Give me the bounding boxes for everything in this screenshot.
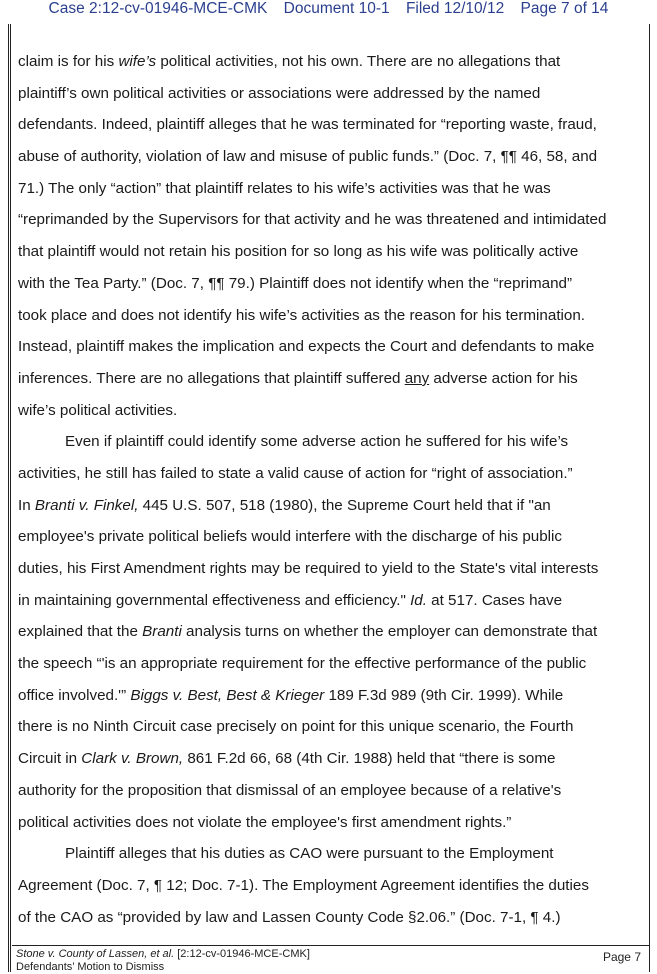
line-text: the speech “'is an appropriate requirement for the effective performance of the public <box>18 655 587 673</box>
line-text: activities, he still has failed to state a valid cause of action for “right of association.” <box>18 464 573 482</box>
line-text: defendants. Indeed, plaintiff alleges that he was terminated for “reporting waste, fraud, <box>18 116 597 134</box>
footer-case-name: Stone v. County of Lassen, et al. <box>16 948 175 960</box>
filing-header <box>0 0 657 24</box>
line-text: plaintiff’s own political activities or associations were addressed by the named <box>18 84 541 102</box>
text-line <box>18 331 648 363</box>
line-text: of the CAO as “provided by law and Lassen County Code §2.06.” (Doc. 7-1, ¶ 4.) <box>18 908 561 926</box>
case-citation: Branti v. Finkel, <box>34 496 139 514</box>
line-text: there is no Ninth Circuit case precisely on point for this unique scenario, the Fourth <box>18 718 574 736</box>
text-line <box>18 585 648 617</box>
line-text: abuse of authority, violation of law and misuse of public funds.” (Doc. 7, ¶¶ 46, 58, and <box>18 148 598 166</box>
line-text: political activities, not his own. There are no allegations that <box>156 53 561 70</box>
line-text: Even if plaintiff could identify some adverse action he suffered for his wife’s <box>65 433 569 451</box>
line-text: inferences. There are no allegations that plaintiff suffered <box>18 369 405 387</box>
document-body <box>18 46 648 933</box>
line-text: took place and does not identify his wife’s activities as the reason for his termination. <box>18 306 586 324</box>
line-text: Plaintiff alleges that his duties as CAO were pursuant to the Employment <box>65 845 554 863</box>
line-text: 445 U.S. 507, 518 (1980), the Supreme Court held that if "an <box>138 496 551 514</box>
text-line <box>18 553 648 585</box>
footer-rule <box>12 945 649 946</box>
footer-page-number: Page 7 <box>602 950 641 964</box>
line-text: in maintaining governmental effectiveness and efficiency." <box>18 591 411 609</box>
line-text: Circuit in <box>18 750 82 768</box>
line-text: In <box>18 496 35 514</box>
text-line <box>18 173 648 205</box>
text-line <box>18 363 648 395</box>
line-text: employee's private political beliefs would interfere with the discharge of his public <box>18 528 563 546</box>
line-text: authority for the proposition that dismissal of an employee because of a relative's <box>18 781 562 799</box>
case-number: Case 2:12-cv-01946-MCE-CMK <box>48 0 268 17</box>
footer-caption <box>16 948 310 974</box>
text-line <box>18 711 648 743</box>
line-text: analysis turns on whether the employer can demonstrate that <box>181 623 598 641</box>
document-number: Document 10-1 <box>283 0 390 17</box>
line-text: political activities does not violate the employee's first amendment rights.” <box>18 813 512 831</box>
line-text: 189 F.3d 989 (9th Cir. 1999). While <box>324 686 564 704</box>
text-line <box>18 78 648 110</box>
text-line <box>18 648 648 680</box>
line-text: that plaintiff would not retain his position for so long as his wife was politically active <box>18 243 579 261</box>
text-line <box>18 300 648 332</box>
line-text: at 517. Cases have <box>426 591 563 609</box>
case-citation: wife’s <box>118 53 157 70</box>
line-text: adverse action for his <box>429 369 578 387</box>
text-line <box>18 775 648 807</box>
line-text: claim is for his <box>18 53 119 70</box>
case-citation: Branti <box>142 623 182 641</box>
text-line <box>18 236 648 268</box>
text-line <box>18 838 648 870</box>
line-text: office involved.'” <box>18 686 131 704</box>
text-line <box>18 902 648 934</box>
line-text: explained that the <box>18 623 143 641</box>
line-text: 861 F.2d 66, 68 (4th Cir. 1988) held that “there is some <box>183 750 556 768</box>
text-line <box>18 870 648 902</box>
line-text: with the Tea Party.” (Doc. 7, ¶¶ 79.) Plaintiff does not identify when the “reprimand” <box>18 274 573 292</box>
text-line <box>18 743 648 775</box>
footer-case-number: [2:12-cv-01946-MCE-CMK] <box>174 948 310 960</box>
text-line <box>18 395 648 427</box>
line-text: Agreement (Doc. 7, ¶ 12; Doc. 7-1). The Employment Agreement identifies the duties <box>18 876 589 894</box>
left-margin-rule <box>8 24 11 972</box>
text-line <box>18 521 648 553</box>
text-line <box>18 268 648 300</box>
text-line <box>18 490 648 522</box>
text-line <box>18 426 648 458</box>
text-line <box>18 680 648 712</box>
text-line <box>18 46 648 78</box>
line-text: duties, his First Amendment rights may be required to yield to the State's vital interests <box>18 560 599 577</box>
text-line <box>18 616 648 648</box>
right-margin-rule <box>649 24 650 972</box>
case-citation: Id. <box>410 591 427 609</box>
line-text: Instead, plaintiff makes the implication and expects the Court and defendants to make <box>18 338 595 356</box>
line-text: 71.) The only “action” that plaintiff relates to his wife’s activities was that he was <box>18 179 551 197</box>
case-citation: Biggs v. Best, Best & Krieger <box>130 686 325 704</box>
text-line <box>18 141 648 173</box>
emphasized-word: any <box>404 369 430 387</box>
line-text: “reprimanded by the Supervisors for that activity and he was threatened and intimidated <box>18 211 607 229</box>
text-line <box>18 204 648 236</box>
filed-date: Filed 12/10/12 <box>405 0 505 17</box>
text-line <box>18 109 648 141</box>
footer-subtitle: Defendants’ Motion to Dismiss <box>16 961 165 973</box>
text-line <box>18 458 648 490</box>
text-line <box>18 807 648 839</box>
case-citation: Clark v. Brown, <box>81 750 184 768</box>
line-text: wife’s political activities. <box>18 401 178 419</box>
page-of: Page 7 of 14 <box>520 0 609 17</box>
